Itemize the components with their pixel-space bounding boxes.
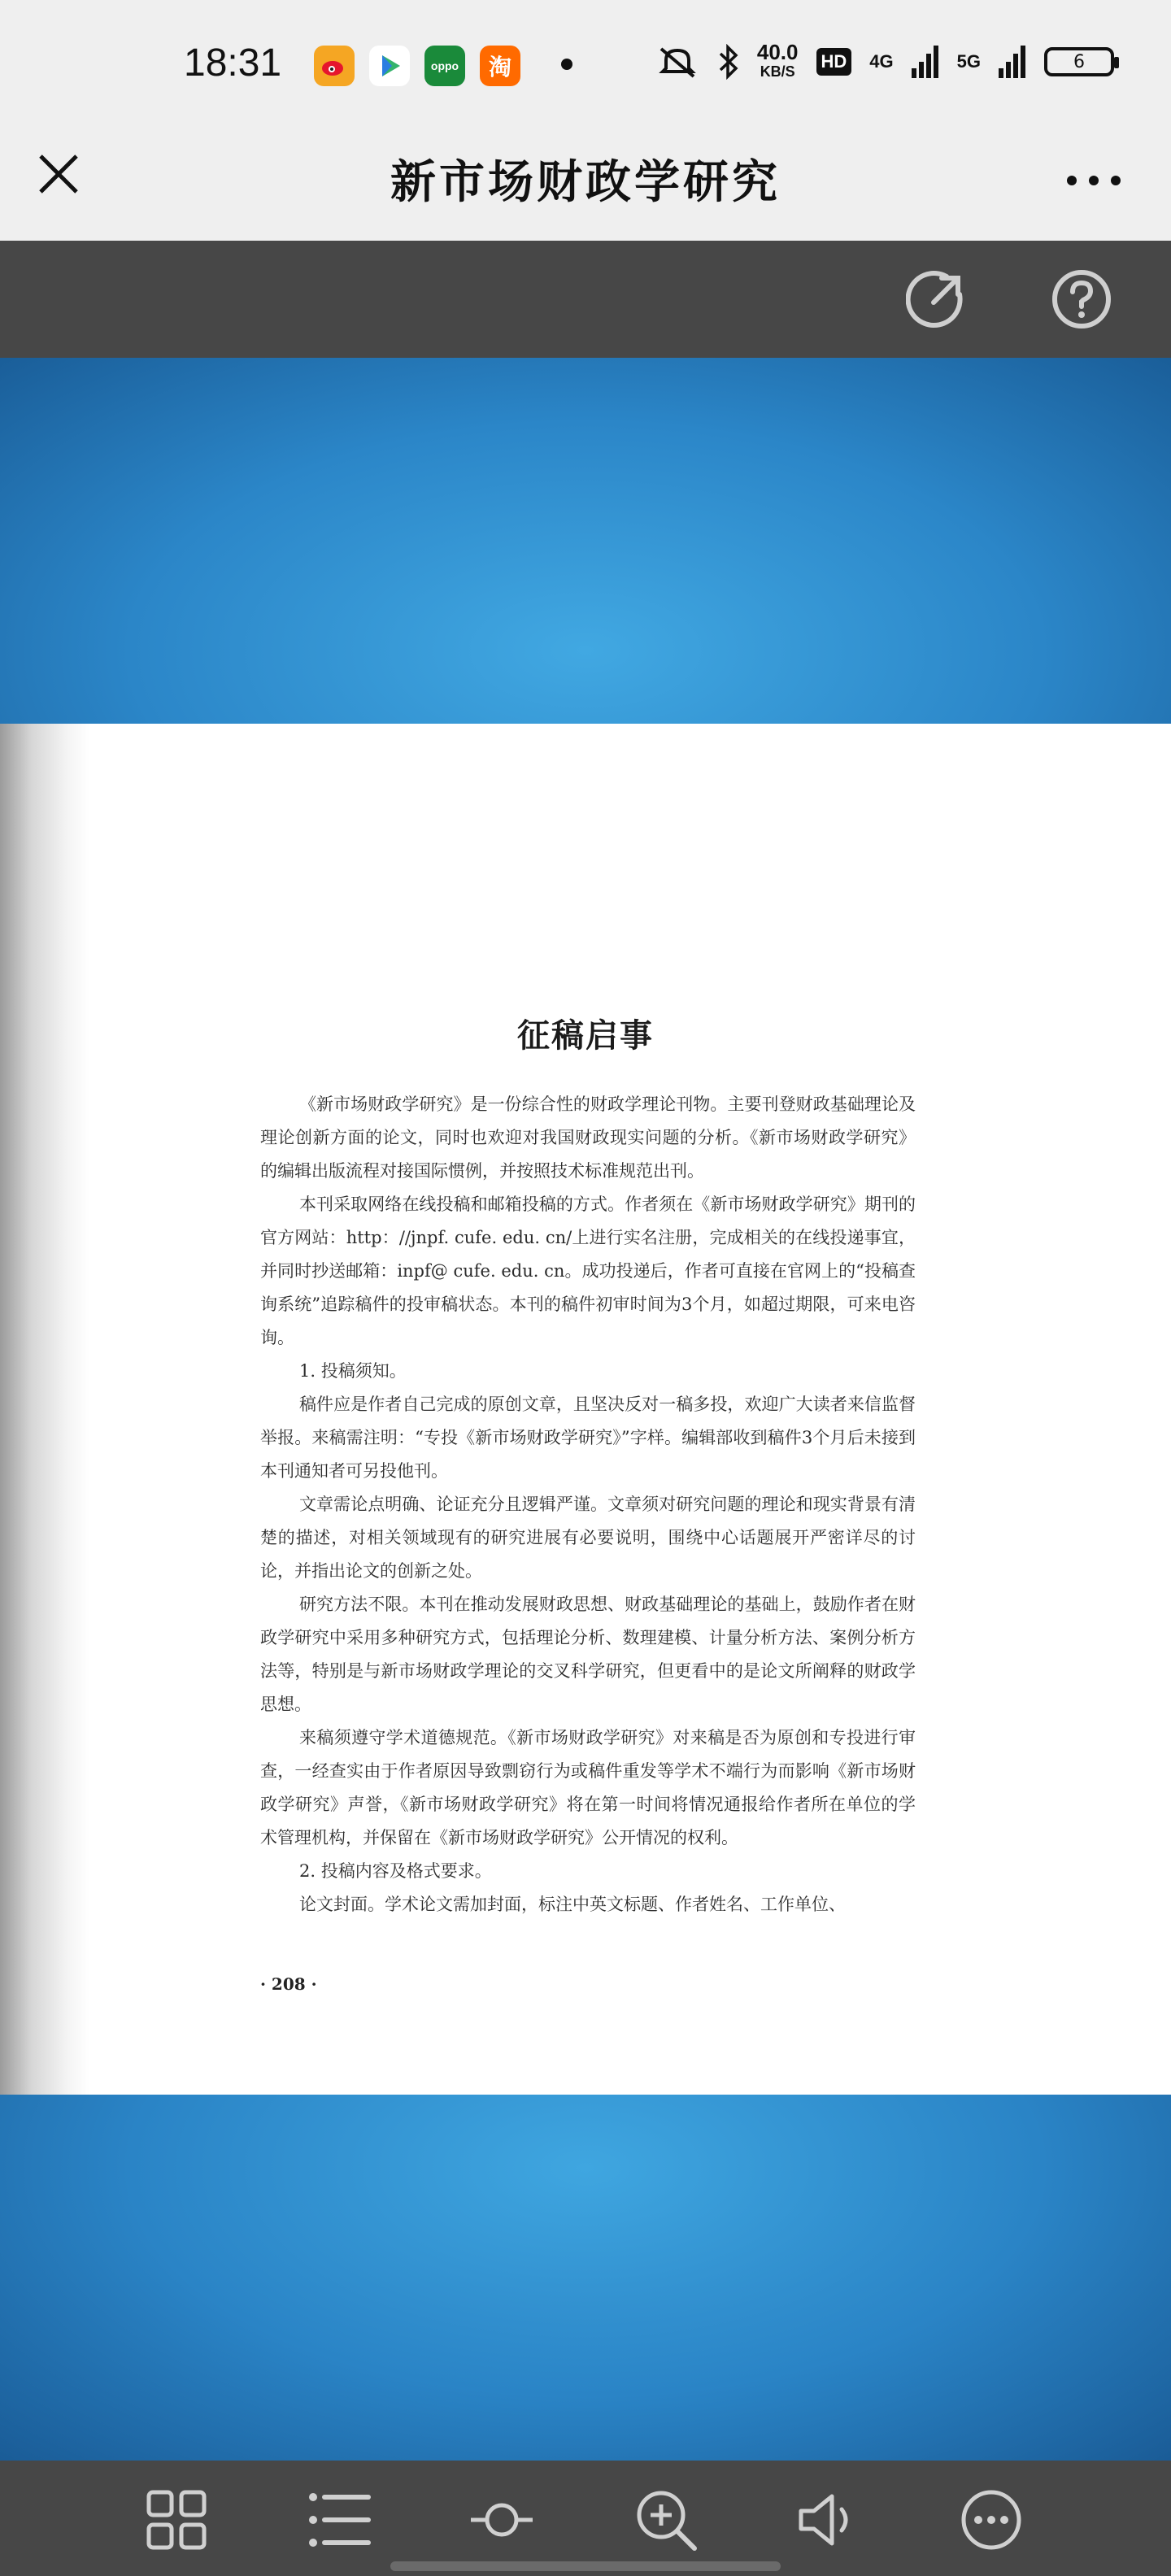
reader-background-bottom [0,2095,1171,2461]
battery-icon [1044,47,1114,76]
paragraph: 研究方法不限。本刊在推动发展财政思想、财政基础理论的基础上，鼓励作者在财政学研究中采用多种研究方式，包括理论分析、数理建模、计量分析方法、案例分析方法等，特别是与新市场财政学理论的交叉科学研究，但更看中的是论文所阐释的财政学思想。 [260,1595,916,1714]
paragraph: 2. 投稿内容及格式要求。 [299,1861,492,1881]
paragraph: 稿件应是作者自己完成的原创文章，且坚决反对一稿多投，欢迎广大读者来信监督举报。来稿需注明：“专投《新市场财政学研究》”字样。编辑部收到稿件3个月后未接到本刊通知者可另投他刊。 [260,1395,916,1481]
page-number: · 208 · [260,1974,317,1994]
weibo-icon [314,46,355,86]
help-icon [1051,268,1112,330]
network-5g: 5G [956,51,981,72]
title-bar [0,130,1171,241]
document-page[interactable] [0,724,1171,2095]
network-4g: 4G [869,51,894,72]
net-speed [757,42,799,81]
zoom-in-button[interactable] [631,2485,701,2555]
taobao-icon [480,46,520,86]
paragraph: 文章需论点明确、论证充分且逻辑严谨。文章须对研究问题的理论和现实背景有清楚的描述，对相关领域现有的研究进展有必要说明，围绕中心话题展开严密详尽的讨论，并指出论文的创新之处。 [260,1495,916,1581]
video-play-icon [369,46,410,86]
paragraph: 论文封面。学术论文需加封面，标注中英文标题、作者姓名、工作单位、 [299,1895,846,1914]
oppo-label: oppo [430,59,459,72]
more-dots-icon [1065,174,1122,187]
bottom-toolbar [0,2461,1171,2576]
status-time: 18:31 [184,41,282,85]
hd-badge: HD [816,48,852,76]
paragraph: 来稿须遵守学术道德规范。《新市场财政学研究》对来稿是否为原创和专投进行审查，一经查实由于作者原因导致剽窃行为或稿件重发等学术不端行为而影响《新市场财政学研究》声誉，《新市场财政学研究》将在第一时间将情况通报给作者所在单位的学术管理机构，并保留在《新市场财政学研究》公开情况的权利。 [260,1728,916,1847]
speaker-icon [796,2491,861,2548]
share-icon [906,268,968,330]
zoom-in-icon [634,2488,698,2552]
autoplay-button[interactable] [467,2485,537,2555]
battery-level: 6 [1073,51,1085,72]
more-options-button[interactable] [956,2485,1026,2555]
page-title: 新市场财政学研究 [390,155,781,209]
system-status [655,42,1114,81]
notification-icons [314,46,520,86]
home-indicator[interactable] [390,2561,781,2571]
signal-icon-1 [912,46,939,78]
viewer-toolbar [0,241,1171,358]
status-bar [0,0,1171,130]
net-speed-value: 40.0 [756,40,799,64]
page-spine-shadow [0,724,89,2095]
paragraph: 1. 投稿须知。 [299,1361,407,1381]
slider-circle-icon [469,2496,534,2544]
document-body [260,1088,916,1921]
mute-bell-icon [655,44,700,80]
taobao-label: 淘 [488,54,511,80]
bluetooth-icon [718,44,739,80]
help-button[interactable] [1049,267,1114,332]
signal-icon-2 [999,46,1026,78]
more-button[interactable] [1065,163,1122,187]
thumbnails-button[interactable] [141,2485,211,2555]
notification-dot [561,59,572,70]
list-icon [307,2489,372,2551]
paragraph: 本刊采取网络在线投稿和邮箱投稿的方式。作者须在《新市场财政学研究》期刊的官方网站：http：//jnpf. cufe. edu. cn/上进行实名注册，完成相关的在线投递事宜，并同时抄送邮箱：inpf@ cufe. edu. cn。成功投递后，作者可直接在官网上的“投稿查询系统”追踪稿件的投审稿状态。本刊的稿件初审时间为3个月，如超过期限，可来电咨询。 [260,1194,916,1347]
share-button[interactable] [904,267,969,332]
document-title: 征稿启事 [517,1017,654,1055]
grid-icon [146,2489,207,2551]
reader-background-top [0,358,1171,724]
contents-button[interactable] [304,2485,374,2555]
sound-button[interactable] [794,2485,864,2555]
oppo-icon [424,46,465,86]
net-speed-unit: KB/S [760,63,795,80]
more-circle-icon [960,2488,1023,2552]
paragraph: 《新市场财政学研究》是一份综合性的财政学理论刊物。主要刊登财政基础理论及理论创新方面的论文，同时也欢迎对我国财政现实问题的分析。《新市场财政学研究》的编辑出版流程对接国际惯例，并按照技术标准规范出刊。 [260,1094,916,1181]
